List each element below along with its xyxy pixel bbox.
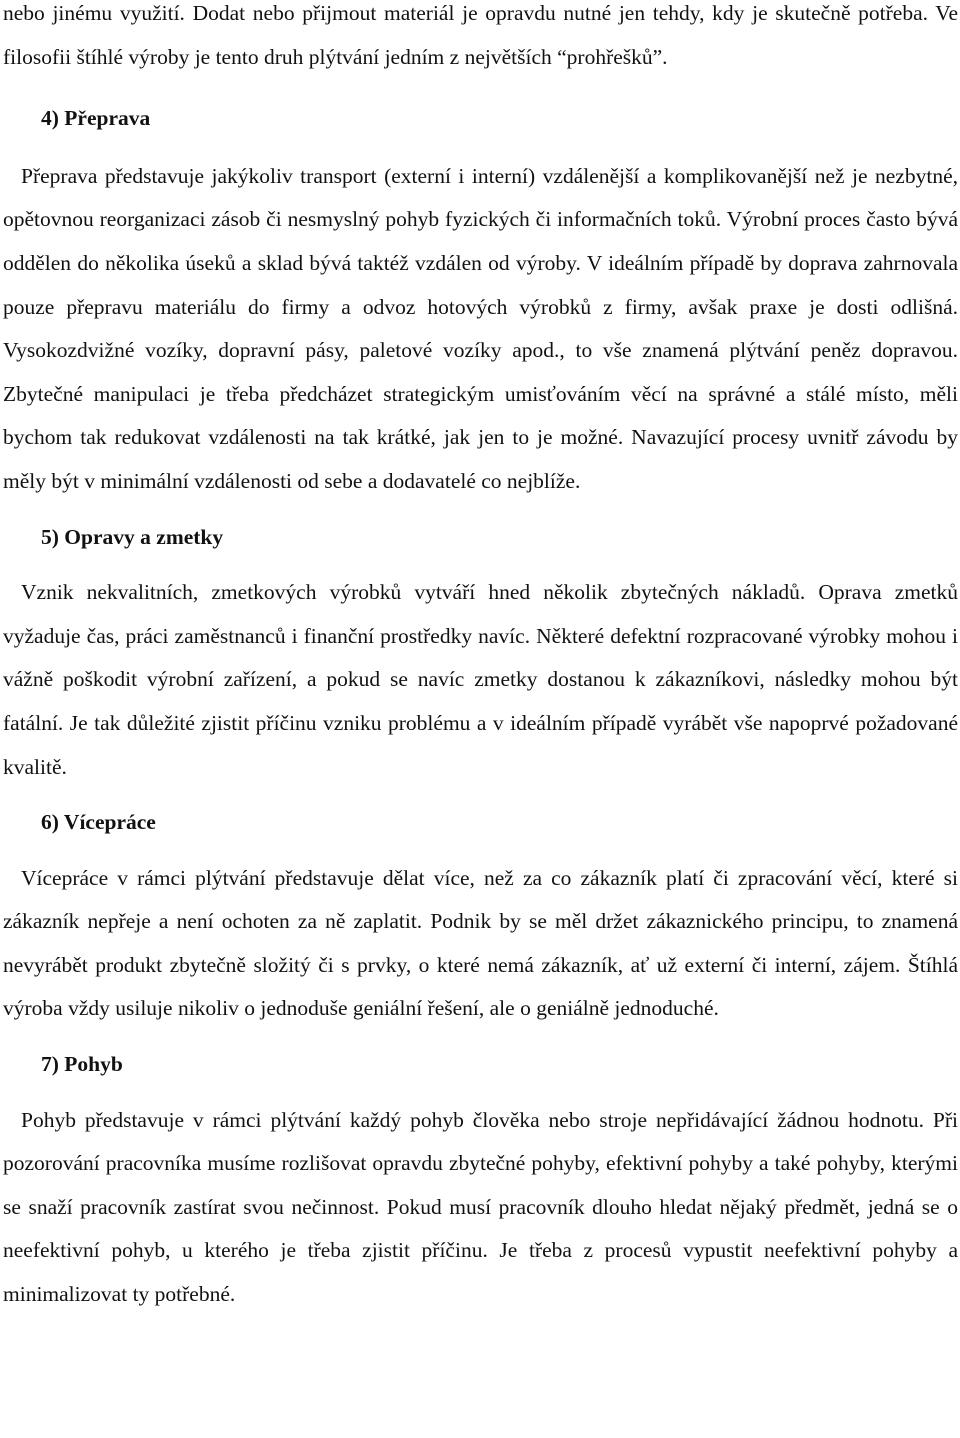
section-title: Přeprava: [64, 106, 151, 131]
section-paragraph-opravy-a-zmetky: Vznik nekvalitních, zmetkových výrobků vytváří hned několik zbytečných nákladů. Oprava zmetků vyžaduje čas, práci zaměstnanců i finanční prostředky navíc. Některé defektní rozpracované výrobky mohou i vážně poškodit výrobní zařízení, a pokud se navíc zmetky dostanou k zákazníkovi, následky mohou být fatální. Je tak důležité zjistit příčinu vzniku problému a v ideálním případě vyrábět vše napoprvé požadované kvalitě.: [3, 580, 958, 779]
section-paragraph-preprava: Přeprava představuje jakýkoliv transport (externí i interní) vzdálenější a komplikovanější než je nezbytné, opětovnou reorganizaci zásob či nesmyslný pohyb fyzických či informačních toků. Výrobní proces často bývá oddělen do několika úseků a sklad bývá taktéž vzdálen od výroby. V ideálním případě by doprava zahrnovala pouze přepravu materiálu do firmy a odvoz hotových výrobků z firmy, avšak praxe je dosti odlišná. Vysokozdvižné vozíky, dopravní pásy, paletové vozíky apod., to vše znamená plýtvání peněz dopravou. Zbytečné manipulaci je třeba předcházet strategickým umisťováním věcí na správné a stálé místo, měli bychom tak redukovat vzdálenosti na tak krátké, jak jen to je možné. Navazující procesy uvnitř závodu by měly být v minimální vzdálenosti od sebe a dodavatelé co nejblíže.: [3, 163, 958, 493]
section-number: 6): [41, 810, 59, 835]
section-number: 7): [41, 1052, 59, 1077]
section-title: Pohyb: [64, 1052, 123, 1077]
section-heading-viceprace: [3, 801, 958, 845]
section-title: Opravy a zmetky: [64, 524, 224, 549]
section-heading-pohyb: [3, 1043, 958, 1087]
section-number: 4): [41, 106, 59, 131]
section-number: 5): [41, 524, 59, 549]
intro-paragraph: nebo jinému využití. Dodat nebo přijmout materiál je opravdu nutné jen tehdy, kdy je skutečně potřeba. Ve filosofii štíhlé výroby je tento druh plýtvání jedním z největších “prohřešků”.: [3, 1, 958, 69]
section-heading-opravy-a-zmetky: [3, 516, 958, 560]
section-paragraph-viceprace: Vícepráce v rámci plýtvání představuje dělat více, než za co zákazník platí či zpracování věcí, které si zákazník nepřeje a není ochoten za ně zaplatit. Podnik by se měl držet zákaznického principu, to znamená nevyrábět produkt zbytečně složitý či s prvky, o které nemá zákazník, ať už externí či interní, zájem. Štíhlá výroba vždy usiluje nikoliv o jednoduše geniální řešení, ale o geniálně jednoduché.: [3, 865, 958, 1021]
section-paragraph-pohyb: Pohyb představuje v rámci plýtvání každý pohyb člověka nebo stroje nepřidávající žádnou hodnotu. Při pozorování pracovníka musíme rozlišovat opravdu zbytečné pohyby, efektivní pohyby a také pohyby, kterými se snaží pracovník zastírat svou nečinnost. Pokud musí pracovník dlouho hledat nějaký předmět, jedná se o neefektivní pohyb, u kterého je třeba zjistit příčinu. Je třeba z procesů vypustit neefektivní pohyby a minimalizovat ty potřebné.: [3, 1107, 958, 1307]
section-heading-preprava: [3, 97, 958, 141]
section-title: Vícepráce: [63, 810, 156, 835]
